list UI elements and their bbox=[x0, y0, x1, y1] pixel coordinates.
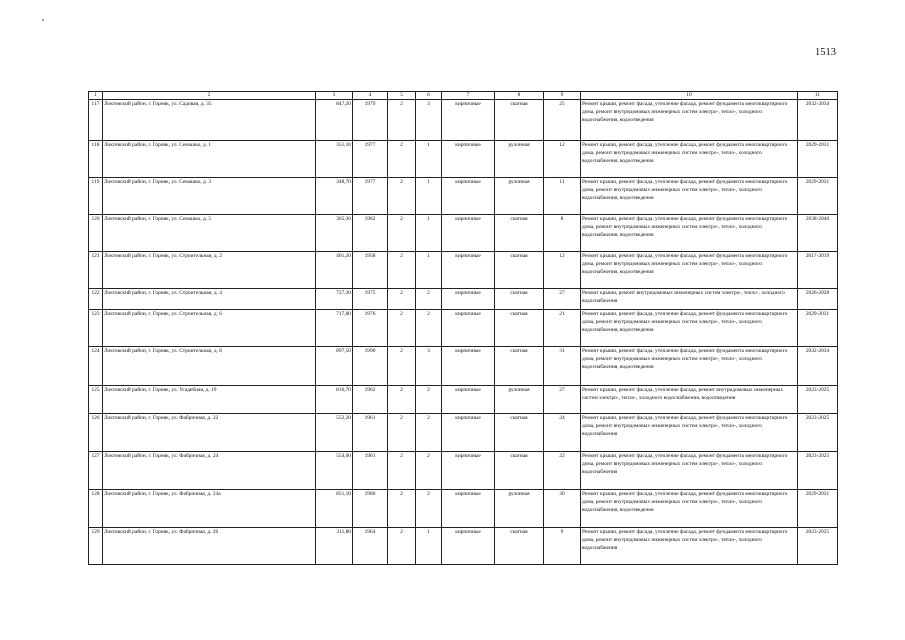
wall-material-cell: кирпичные bbox=[442, 141, 495, 178]
column-6-cell: 2 bbox=[416, 490, 442, 528]
column-6-cell: 1 bbox=[416, 528, 442, 565]
roof-type-cell: рулонная bbox=[495, 490, 544, 528]
address-cell: Локтевский район, г. Горняк, ул. Фабричная, д. 24а bbox=[103, 490, 316, 528]
table-row bbox=[89, 215, 838, 252]
column-9-cell: 27 bbox=[544, 289, 581, 310]
year-cell: 1977 bbox=[353, 141, 388, 178]
column-number-row bbox=[89, 92, 838, 100]
area-cell: 401,20 bbox=[316, 252, 353, 289]
area-cell: 365,30 bbox=[316, 215, 353, 252]
address-cell: Локтевский район, г. Горняк, ул. Строительная, д. 8 bbox=[103, 347, 316, 386]
column-header: 10 bbox=[581, 92, 798, 100]
row-number: 121 bbox=[89, 252, 103, 289]
column-header: 4 bbox=[353, 92, 388, 100]
area-cell: 348,70 bbox=[316, 178, 353, 215]
row-number: 124 bbox=[89, 347, 103, 386]
year-cell: 1958 bbox=[353, 252, 388, 289]
column-9-cell: 30 bbox=[544, 490, 581, 528]
column-9-cell: 12 bbox=[544, 252, 581, 289]
wall-material-cell: кирпичные bbox=[442, 414, 495, 452]
row-number: 122 bbox=[89, 289, 103, 310]
column-6-cell: 2 bbox=[416, 289, 442, 310]
area-cell: 727,30 bbox=[316, 289, 353, 310]
column-5-cell: 2 bbox=[388, 215, 416, 252]
wall-material-cell: кирпичные bbox=[442, 386, 495, 414]
repair-works-cell: Ремонт крыши, ремонт фасада, утепление фасада, ремонт фундамента многоквартирного дома, ремонт внутридомовых инженерных систем электро-, тепло-, холодного водоснабжения bbox=[581, 452, 798, 490]
area-cell: 552,20 bbox=[316, 414, 353, 452]
roof-type-cell: скатная bbox=[495, 289, 544, 310]
repair-period-cell: 2038-2040 bbox=[798, 215, 838, 252]
column-header: 1 bbox=[89, 92, 103, 100]
wall-material-cell: кирпичные bbox=[442, 289, 495, 310]
year-cell: 1961 bbox=[353, 414, 388, 452]
address-cell: Локтевский район, г. Горняк, ул. Фабричная, д. 22 bbox=[103, 414, 316, 452]
table-row bbox=[89, 452, 838, 490]
column-6-cell: 2 bbox=[416, 452, 442, 490]
year-cell: 1976 bbox=[353, 310, 388, 347]
column-6-cell: 2 bbox=[416, 310, 442, 347]
wall-material-cell: кирпичные bbox=[442, 215, 495, 252]
area-cell: 717,80 bbox=[316, 310, 353, 347]
column-5-cell: 2 bbox=[388, 414, 416, 452]
column-6-cell: 3 bbox=[416, 347, 442, 386]
area-cell: 816,70 bbox=[316, 386, 353, 414]
column-9-cell: 31 bbox=[544, 347, 581, 386]
column-5-cell: 2 bbox=[388, 100, 416, 141]
column-5-cell: 2 bbox=[388, 178, 416, 215]
table-row bbox=[89, 414, 838, 452]
column-9-cell: 27 bbox=[544, 386, 581, 414]
area-cell: 897,50 bbox=[316, 347, 353, 386]
area-cell: 351,10 bbox=[316, 141, 353, 178]
repair-works-cell: Ремонт крыши, ремонт фасада, утепление фасада, ремонт фундамента многоквартирного дома, ремонт внутридомовых инженерных систем электро-, тепло-, холодного водоснабжения, водоотведения bbox=[581, 252, 798, 289]
column-6-cell: 1 bbox=[416, 252, 442, 289]
column-6-cell: 2 bbox=[416, 414, 442, 452]
repair-works-cell: Ремонт крыши, ремонт фасада, утепление фасада, ремонт фундамента многоквартирного дома, ремонт внутридомовых инженерных систем электро-, тепло-, холодного водоснабжения, водоотведения bbox=[581, 178, 798, 215]
row-number: 126 bbox=[89, 414, 103, 452]
wall-material-cell: кирпичные bbox=[442, 528, 495, 565]
table-row bbox=[89, 528, 838, 565]
table-row bbox=[89, 100, 838, 141]
column-5-cell: 2 bbox=[388, 252, 416, 289]
table-row bbox=[89, 141, 838, 178]
roof-type-cell: скатная bbox=[495, 528, 544, 565]
address-cell: Локтевский район, г. Горняк, ул. Фабричная, д. 24 bbox=[103, 452, 316, 490]
row-number: 119 bbox=[89, 178, 103, 215]
column-5-cell: 2 bbox=[388, 141, 416, 178]
wall-material-cell: кирпичные bbox=[442, 100, 495, 141]
repair-period-cell: 2029-2031 bbox=[798, 310, 838, 347]
year-cell: 1979 bbox=[353, 100, 388, 141]
column-5-cell: 2 bbox=[388, 386, 416, 414]
column-header: 9 bbox=[544, 92, 581, 100]
column-6-cell: 2 bbox=[416, 386, 442, 414]
row-number: 118 bbox=[89, 141, 103, 178]
repair-works-cell: Ремонт крыши, ремонт фасада, утепление фасада, ремонт фундамента многоквартирного дома, ремонт внутридомовых инженерных систем электро-, тепло-, холодного водоснабжения, водоотведения bbox=[581, 215, 798, 252]
repair-works-cell: Ремонт крыши, ремонт фасада, утепление фасада, ремонт внутридомовых инженерных систем электро-, тепло-, холодного водоснабжения, водоотведения bbox=[581, 386, 798, 414]
roof-type-cell: скатная bbox=[495, 252, 544, 289]
wall-material-cell: кирпичные bbox=[442, 178, 495, 215]
column-5-cell: 2 bbox=[388, 347, 416, 386]
repair-period-cell: 2029-2031 bbox=[798, 141, 838, 178]
repair-period-cell: 2026-2028 bbox=[798, 289, 838, 310]
wall-material-cell: кирпичные bbox=[442, 452, 495, 490]
row-number: 127 bbox=[89, 452, 103, 490]
repair-works-cell: Ремонт крыши, ремонт фасада, утепление фасада, ремонт фундамента многоквартирного дома, ремонт внутридомовых инженерных систем электро-, тепло-, холодного водоснабжения bbox=[581, 528, 798, 565]
roof-type-cell: рулонная bbox=[495, 178, 544, 215]
housing-repair-table bbox=[88, 91, 838, 565]
roof-type-cell: скатная bbox=[495, 100, 544, 141]
repair-period-cell: 2029-2031 bbox=[798, 178, 838, 215]
address-cell: Локтевский район, г. Горняк, ул. Семашко, д. 1 bbox=[103, 141, 316, 178]
column-6-cell: 1 bbox=[416, 178, 442, 215]
address-cell: Локтевский район, г. Горняк, ул. Садовая, д. 35 bbox=[103, 100, 316, 141]
table-row bbox=[89, 289, 838, 310]
row-number: 120 bbox=[89, 215, 103, 252]
repair-works-cell: Ремонт крыши, ремонт внутридомовых инженерных систем электро-, тепло-, холодного водоснабжения bbox=[581, 289, 798, 310]
year-cell: 1990 bbox=[353, 347, 388, 386]
column-header: 7 bbox=[442, 92, 495, 100]
address-cell: Локтевский район, г. Горняк, ул. Строительная, д. 4 bbox=[103, 289, 316, 310]
table-row bbox=[89, 347, 838, 386]
repair-works-cell: Ремонт крыши, ремонт фасада, утепление фасада, ремонт фундамента многоквартирного дома, ремонт внутридомовых инженерных систем электро-, тепло-, холодного водоснабжения bbox=[581, 414, 798, 452]
column-9-cell: 11 bbox=[544, 178, 581, 215]
column-5-cell: 2 bbox=[388, 310, 416, 347]
wall-material-cell: кирпичные bbox=[442, 347, 495, 386]
row-number: 117 bbox=[89, 100, 103, 141]
roof-type-cell: рулонная bbox=[495, 141, 544, 178]
repair-period-cell: 2023-2025 bbox=[798, 528, 838, 565]
column-header: 6 bbox=[416, 92, 442, 100]
roof-type-cell: скатная bbox=[495, 347, 544, 386]
year-cell: 1975 bbox=[353, 289, 388, 310]
repair-works-cell: Ремонт крыши, ремонт фасада, утепление фасада, ремонт фундамента многоквартирного дома, ремонт внутридомовых инженерных систем электро-, тепло-, холодного водоснабжения, водоотведения bbox=[581, 100, 798, 141]
page-number: 1513 bbox=[815, 47, 836, 58]
roof-type-cell: скатная bbox=[495, 215, 544, 252]
year-cell: 1982 bbox=[353, 215, 388, 252]
repair-works-cell: Ремонт крыши, ремонт фасада, утепление фасада, ремонт фундамента многоквартирного дома, ремонт внутридомовых инженерных систем электро-, тепло-, холодного водоснабжения, водоотведения bbox=[581, 347, 798, 386]
repair-period-cell: 2023-2025 bbox=[798, 386, 838, 414]
repair-period-cell: 2032-2034 bbox=[798, 347, 838, 386]
column-9-cell: 22 bbox=[544, 452, 581, 490]
column-5-cell: 2 bbox=[388, 490, 416, 528]
row-number: 129 bbox=[89, 528, 103, 565]
area-cell: 311,80 bbox=[316, 528, 353, 565]
column-9-cell: 9 bbox=[544, 528, 581, 565]
column-9-cell: 24 bbox=[544, 414, 581, 452]
row-number: 123 bbox=[89, 310, 103, 347]
year-cell: 1962 bbox=[353, 386, 388, 414]
area-cell: 847,20 bbox=[316, 100, 353, 141]
address-cell: Локтевский район, г. Горняк, ул. Строительная, д. 2 bbox=[103, 252, 316, 289]
column-9-cell: 25 bbox=[544, 100, 581, 141]
year-cell: 1977 bbox=[353, 178, 388, 215]
repair-works-cell: Ремонт крыши, ремонт фасада, утепление фасада, ремонт фундамента многоквартирного дома, ремонт внутридомовых инженерных систем электро-, тепло-, холодного водоснабжения, водоотведения bbox=[581, 310, 798, 347]
repair-works-cell: Ремонт крыши, ремонт фасада, утепление фасада, ремонт фундамента многоквартирного дома, ремонт внутридомовых инженерных систем электро-, тепло-, холодного водоснабжения, водоотведения bbox=[581, 490, 798, 528]
roof-type-cell: скатная bbox=[495, 310, 544, 347]
wall-material-cell: кирпичные bbox=[442, 310, 495, 347]
repair-period-cell: 2017-2019 bbox=[798, 252, 838, 289]
roof-type-cell: рулонная bbox=[495, 386, 544, 414]
column-header: 5 bbox=[388, 92, 416, 100]
column-header: 3 bbox=[316, 92, 353, 100]
repair-works-cell: Ремонт крыши, ремонт фасада, утепление фасада, ремонт фундамента многоквартирного дома, ремонт внутридомовых инженерных систем электро-, тепло-, холодного водоснабжения, водоотведения bbox=[581, 141, 798, 178]
table-row bbox=[89, 310, 838, 347]
column-6-cell: 1 bbox=[416, 141, 442, 178]
table-row bbox=[89, 386, 838, 414]
scan-speck bbox=[42, 19, 44, 21]
wall-material-cell: кирпичные bbox=[442, 490, 495, 528]
address-cell: Локтевский район, г. Горняк, ул. Строительная, д. 6 bbox=[103, 310, 316, 347]
year-cell: 1980 bbox=[353, 490, 388, 528]
column-6-cell: 3 bbox=[416, 100, 442, 141]
column-6-cell: 1 bbox=[416, 215, 442, 252]
table-row bbox=[89, 252, 838, 289]
table-row bbox=[89, 178, 838, 215]
year-cell: 1961 bbox=[353, 452, 388, 490]
column-5-cell: 2 bbox=[388, 528, 416, 565]
row-number: 128 bbox=[89, 490, 103, 528]
area-cell: 851,10 bbox=[316, 490, 353, 528]
column-5-cell: 2 bbox=[388, 452, 416, 490]
roof-type-cell: скатная bbox=[495, 452, 544, 490]
column-9-cell: 8 bbox=[544, 215, 581, 252]
repair-period-cell: 2029-2031 bbox=[798, 490, 838, 528]
column-5-cell: 2 bbox=[388, 289, 416, 310]
repair-period-cell: 2032-2034 bbox=[798, 100, 838, 141]
address-cell: Локтевский район, г. Горняк, ул. Семашко, д. 3 bbox=[103, 178, 316, 215]
area-cell: 554,00 bbox=[316, 452, 353, 490]
roof-type-cell: скатная bbox=[495, 414, 544, 452]
column-9-cell: 21 bbox=[544, 310, 581, 347]
column-9-cell: 12 bbox=[544, 141, 581, 178]
address-cell: Локтевский район, г. Горняк, ул. Семашко, д. 5 bbox=[103, 215, 316, 252]
wall-material-cell: кирпичные bbox=[442, 252, 495, 289]
row-number: 125 bbox=[89, 386, 103, 414]
address-cell: Локтевский район, г. Горняк, ул. Фабричная, д. 26 bbox=[103, 528, 316, 565]
column-header: 11 bbox=[798, 92, 838, 100]
repair-period-cell: 2023-2025 bbox=[798, 414, 838, 452]
address-cell: Локтевский район, г. Горняк, ул. Усадебная, д. 19 bbox=[103, 386, 316, 414]
column-header: 8 bbox=[495, 92, 544, 100]
column-header: 2 bbox=[103, 92, 316, 100]
table-row bbox=[89, 490, 838, 528]
repair-period-cell: 2023-2025 bbox=[798, 452, 838, 490]
year-cell: 1964 bbox=[353, 528, 388, 565]
